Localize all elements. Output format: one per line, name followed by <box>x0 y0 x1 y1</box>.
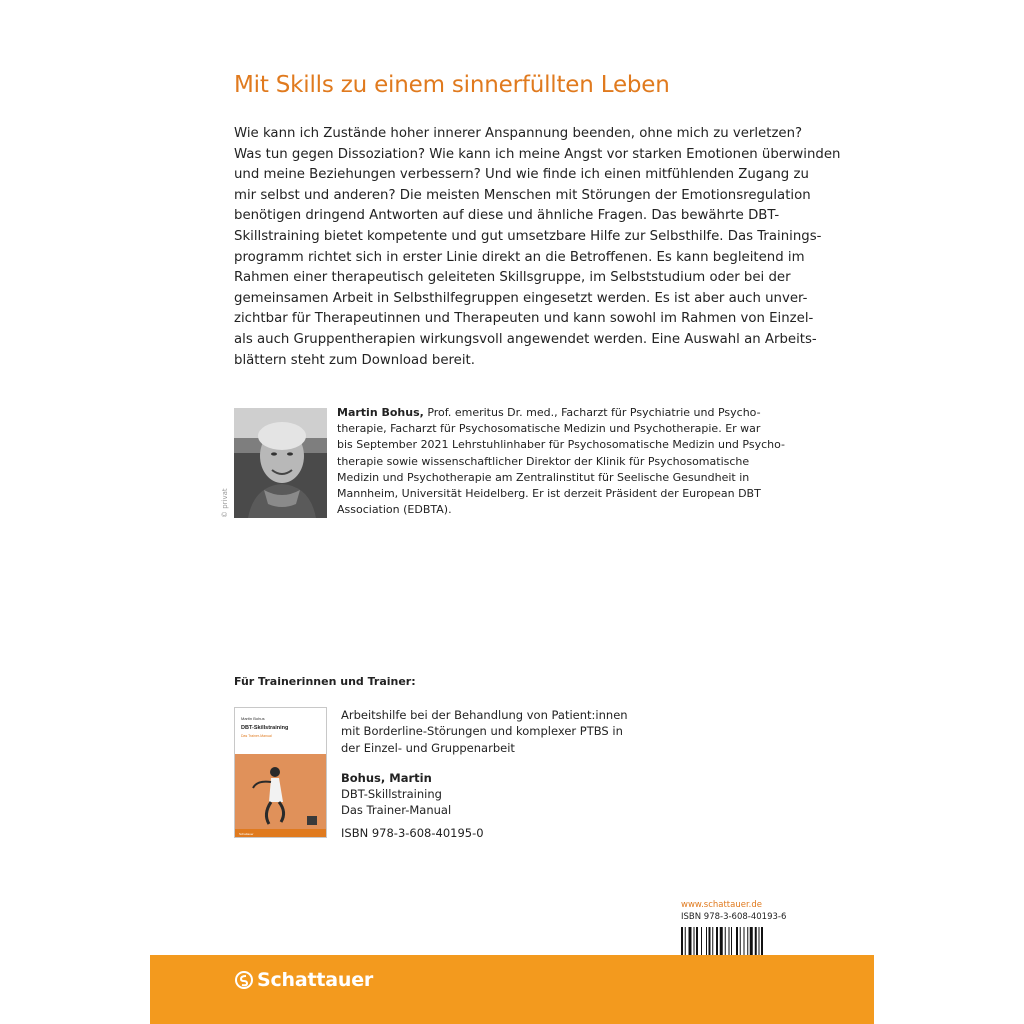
related-book-cover <box>234 707 327 838</box>
cover-header <box>235 708 326 754</box>
bio-first-line <box>337 405 797 421</box>
trainer-section-heading: Für Trainerinnen und Trainer: <box>234 675 416 688</box>
blurb-line: und meine Beziehungen verbessern? Und wie finde ich einen mitfühlenden Zugang zu <box>234 167 809 183</box>
publisher-website[interactable]: www.schattauer.de <box>681 900 763 910</box>
cover-footer <box>235 829 326 837</box>
blurb-line: mir selbst und anderen? Die meisten Menschen mit Störungen der Emotionsregulation <box>234 187 811 203</box>
schattauer-logo-icon <box>234 970 254 990</box>
barcode-bar <box>755 927 757 957</box>
cover-figure-image <box>235 754 326 830</box>
spacer <box>341 756 641 770</box>
book-subtitle: Das Trainer-Manual <box>341 803 452 818</box>
barcode-bar <box>750 927 753 957</box>
bio-line: therapie, Facharzt für Psychosomatische Medizin und Psychotherapie. Er war <box>337 422 761 436</box>
author-bio <box>337 405 797 518</box>
book-isbn: ISBN 978-3-608-40195-0 <box>341 825 484 840</box>
barcode-bar <box>736 927 738 957</box>
blurb-line: Rahmen einer therapeutisch geleiteten Skillsgruppe, im Selbststudium oder bei der <box>234 270 791 286</box>
author-photo <box>234 408 327 518</box>
blurb-text <box>234 124 841 371</box>
barcode-bar <box>747 927 748 957</box>
blurb-line: als auch Gruppentherapien wirkungsvoll angewendet werden. Eine Auswahl an Arbeits- <box>234 331 817 347</box>
barcode-bar <box>731 927 732 957</box>
bio-line: therapie sowie wissenschaftlicher Direktor der Klinik für Psychosomatische <box>337 454 750 468</box>
barcode <box>681 927 791 957</box>
blurb-line: benötigen dringend Antworten auf diese und ähnliche Fragen. Das bewährte DBT- <box>234 208 780 224</box>
barcode-bar <box>729 927 730 957</box>
barcode-bar <box>689 927 692 957</box>
barcode-bar <box>681 927 683 957</box>
blurb-line: Was tun gegen Dissoziation? Wie kann ich meine Angst vor starken Emotionen überwinden <box>234 146 841 162</box>
author-portrait-image <box>234 408 327 518</box>
barcode-bar <box>759 927 760 957</box>
barcode-bar <box>720 927 723 957</box>
cover-illustration <box>235 754 326 830</box>
headline: Mit Skills zu einem sinnerfüllten Leben <box>234 72 670 98</box>
book-description-line: Arbeitshilfe bei der Behandlung von Patient:innen <box>341 708 628 722</box>
cover-author: Martin Bohus <box>241 716 265 721</box>
barcode-bar <box>744 927 745 957</box>
blurb-line: zichtbar für Therapeutinnen und Therapeuten und kann sowohl im Rahmen von Einzel- <box>234 311 814 327</box>
author-name: Martin Bohus, <box>337 406 424 419</box>
blurb-line: programm richtet sich in erster Linie direkt an die Betroffenen. Es kann begleitend im <box>234 249 805 265</box>
cover-publisher: Schattauer <box>239 832 254 836</box>
book-description-line: der Einzel- und Gruppenarbeit <box>341 740 515 755</box>
barcode-bar <box>716 927 718 957</box>
blurb-line: gemeinsamen Arbeit in Selbsthilfegruppen eingesetzt werden. Es ist aber auch unver- <box>234 290 808 306</box>
bio-line: Prof. emeritus Dr. med., Facharzt für Psychiatrie und Psycho- <box>423 406 761 419</box>
publisher-name: Schattauer <box>257 969 374 991</box>
blurb-line: Wie kann ich Zustände hoher innerer Anspannung beenden, ohne mich zu verletzen? <box>234 126 803 141</box>
bio-line: Association (EDBTA). <box>337 503 452 517</box>
book-title: DBT-Skillstraining <box>341 787 442 802</box>
barcode-bar <box>696 927 698 957</box>
barcode-bar <box>712 927 713 957</box>
cover-subtitle: Das Trainer-Manual <box>241 734 272 738</box>
barcode-bar <box>725 927 726 957</box>
bio-line: Medizin und Psychotherapie am Zentralinstitut für Seelische Gesundheit in <box>337 470 750 484</box>
main-isbn: ISBN 978-3-608-40193-6 <box>681 912 787 922</box>
bio-line: Mannheim, Universität Heidelberg. Er ist derzeit Präsident der European DBT <box>337 487 761 501</box>
bio-line: bis September 2021 Lehrstuhlinhaber für Psychosomatische Medizin und Psycho- <box>337 438 786 452</box>
blurb-line: blättern steht zum Download bereit. <box>234 352 475 368</box>
barcode-bar <box>706 927 707 957</box>
barcode-bar <box>701 927 702 957</box>
cover-title: DBT-Skillstraining <box>241 725 289 731</box>
barcode-bar <box>740 927 741 957</box>
publisher-logo <box>234 966 373 994</box>
book-author: Bohus, Martin <box>341 770 432 785</box>
barcode-bar <box>761 927 763 957</box>
barcode-bar <box>685 927 686 957</box>
related-book-info <box>341 707 641 841</box>
blurb-line: Skillstraining bietet kompetente und gut umsetzbare Hilfe zur Selbsthilfe. Das Trainings- <box>234 228 822 244</box>
barcode-bar <box>709 927 711 957</box>
book-description-line: mit Borderline-Störungen und komplexer PTBS in <box>341 724 623 739</box>
barcode-bar <box>694 927 695 957</box>
photo-credit: © privat <box>221 488 229 518</box>
